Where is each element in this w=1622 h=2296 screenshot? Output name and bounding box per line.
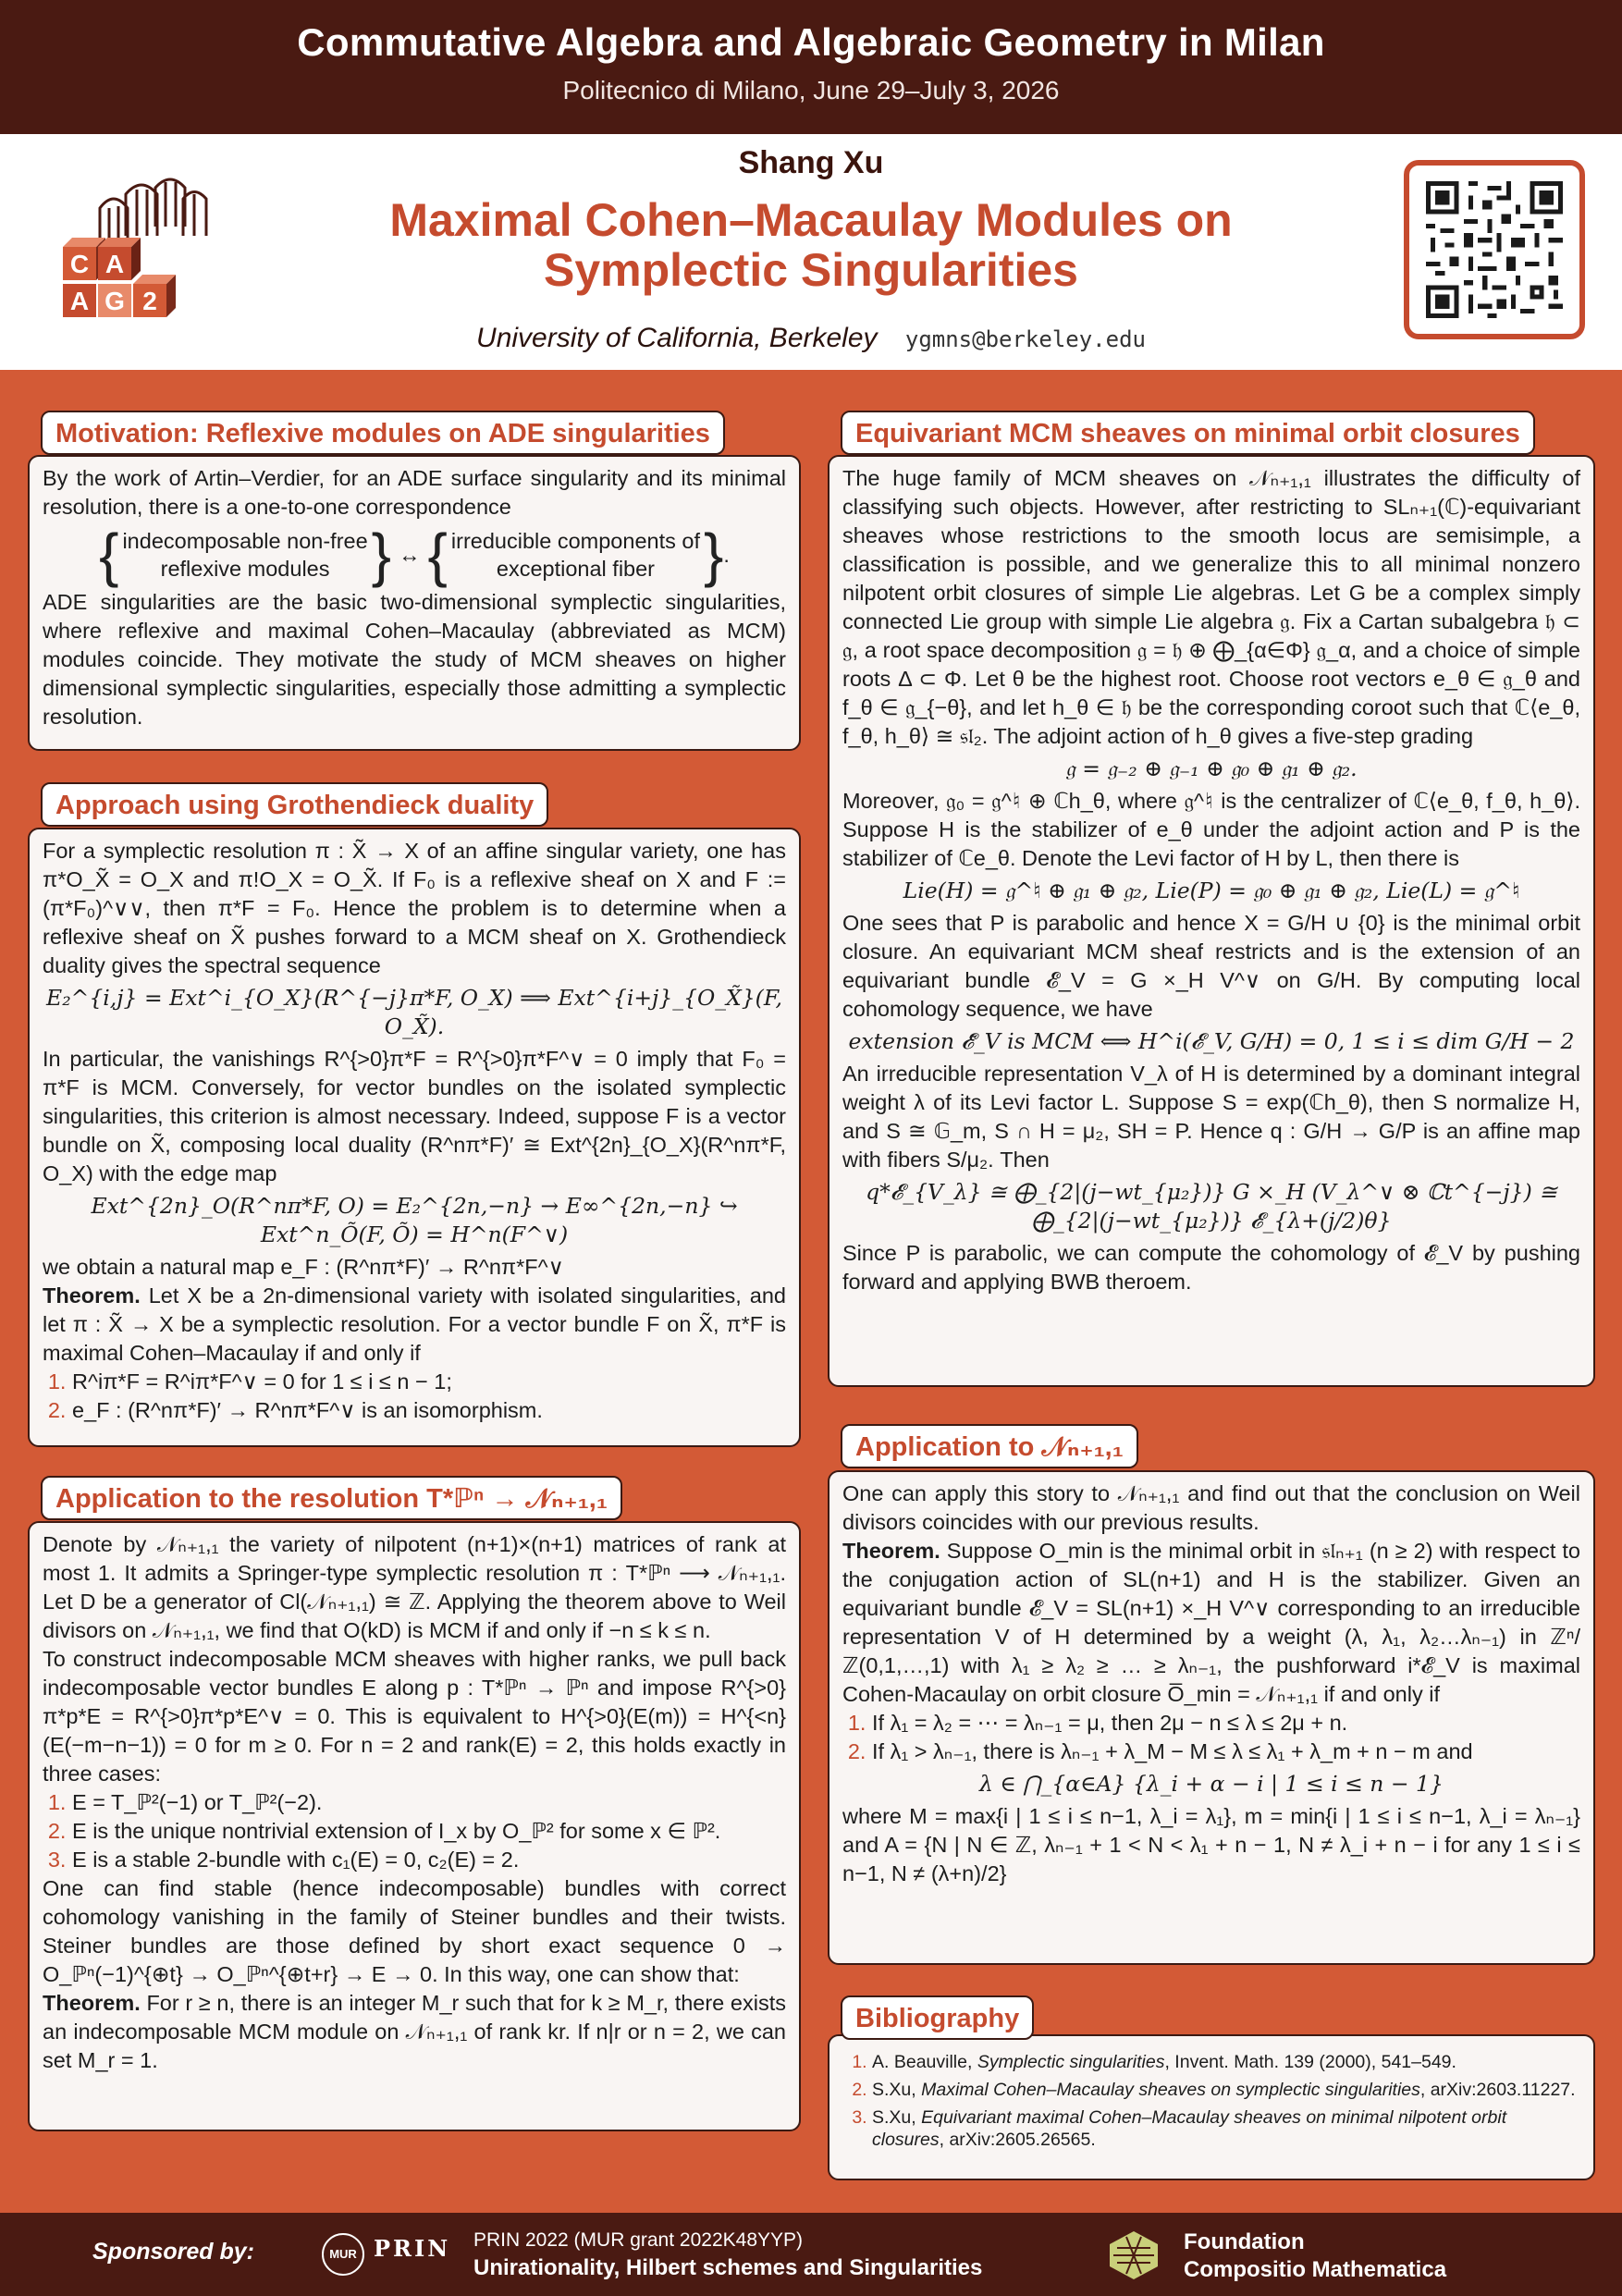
left-set-line-1: indecomposable non-free	[122, 529, 368, 553]
approach-p2: In particular, the vanishings R^{>0}π*F = R^{>0}π*F^∨ = 0 imply that F₀ = π*F is MCM. Conversely, for vector bundles on the isolated symplectic singularities, this criterion is almost necessary. Indeed, suppose F is a vector bundle on X̃, composing local duality (R^nπ*F)′ ≅ Ext^{2n}_{O_X}(R^nπ*F, O_X) with the edge map	[43, 1047, 786, 1185]
svg-text:G: G	[104, 287, 125, 315]
equivariant-p2: Moreover, 𝔤₀ = 𝔤^♮ ⊕ ℂh_θ, where 𝔤^♮ is the centralizer of ℂ⟨e_θ, f_θ, h_θ⟩. Suppose H is the stabilizer of e_θ under the adjoint action and P is the stabilizer of ℂe_θ. Denote the Levi factor of H by L, then there is	[842, 789, 1580, 870]
application-panel	[828, 1470, 1595, 1965]
intersection-equation: λ ∈ ⋂_{α∈A} {λ_i + α − i | 1 ≤ i ≤ n − 1}	[979, 1771, 1444, 1797]
bib-entry: 2. S.Xu, Maximal Cohen–Macaulay sheaves on symplectic singularities, arXiv:2603.11227.	[872, 2079, 1580, 2101]
equivariant-panel	[828, 455, 1595, 1387]
bibliography-title: Bibliography	[841, 1995, 1034, 2040]
approach-p3: we obtain a natural map e_F : (R^nπ*F)′ → R^nπ*F^∨	[43, 1255, 564, 1279]
equivariant-p1: The huge family of MCM sheaves on 𝒩ₙ₊₁,₁ illustrates the difficulty of classifying such objects. However, after restricting to SLₙ₊₁(ℂ)-equivariant sheaves whose restrictions to the smooth locus are semisimple, a classification is possible, and we generalize this to all minimal nonzero nilpotent orbit closures of simple Lie algebras. Let G be a complex simply connected Lie group with simple Lie algebra 𝔤. Fix a Cartan subalgebra 𝔥 ⊂ 𝔤, a root space decomposition 𝔤 = 𝔥 ⊕ ⨁_{α∈Φ} 𝔤_α, and a choice of simple roots Δ ⊂ Φ. Let θ be the highest root. Choose root vectors e_θ ∈ 𝔤_θ and f_θ ∈ 𝔤_{−θ}, and let h_θ ∈ 𝔥 be the corresponding coroot such that ℂ⟨e_θ, f_θ, h_θ⟩ ≅ 𝔰𝔩₂. The adjoint action of h_θ gives a five-step grading	[842, 466, 1580, 748]
conference-title: Commutative Algebra and Algebraic Geometry in Milan	[297, 20, 1325, 64]
resolution-p2: To construct indecomposable MCM sheaves with higher ranks, we pull back indecomposable vector bundles E along p : T*ℙⁿ → ℙⁿ and impose R^{>0}π*p*E = R^{>0}π*p*E^∨ = 0. This is equivalent to H^{>0}(E(m)) = H^{<n}(E(−m−n−1)) = 0 for m ≥ 0. For n = 2 and rank(E) = 2, this holds exactly in three cases:	[43, 1647, 786, 1786]
foundation-name-line-2: Compositio Mathematica	[1184, 2257, 1447, 2282]
svg-text:A: A	[69, 287, 90, 315]
qr-code-icon[interactable]	[1426, 181, 1563, 318]
list-item: 2. E is the unique nontrivial extension of I_x by O_ℙ² for some x ∈ ℙ².	[72, 1817, 786, 1846]
application-p2: where M = max{i | 1 ≤ i ≤ n−1, λ_i = λ₁}, m = min{i | 1 ≤ i ≤ n−1, λ_i = λₙ₋₁} and A = {N | N ∈ ℤ, λₙ₋₁ + 1 < N < λ₁ + n − 1, N ≠ λ_i + n − i for any 1 ≤ i ≤ n−1, N ≠ (λ+n)/2}	[842, 1804, 1580, 1885]
right-set-line-2: exceptional fiber	[496, 557, 656, 581]
author-name: Shang Xu	[738, 145, 884, 180]
list-item: 1. E = T_ℙ²(−1) or T_ℙ²(−2).	[72, 1788, 786, 1817]
bijection-arrow: ↔	[399, 542, 421, 567]
list-item: 1. If λ₁ = λ₂ = ⋯ = λₙ₋₁ = μ, then 2μ − n ≤ λ ≤ 2μ + n.	[872, 1709, 1580, 1737]
approach-panel	[28, 828, 801, 1447]
email-link[interactable]: ygmns@berkeley.edu	[904, 326, 1146, 352]
spectral-sequence-equation: E₂^{i,j} = Ext^i_{O_X}(R^{−j}π*F, O_X) ⟹ Ext^{i+j}_{O_X̃}(F, O_X̃).	[46, 985, 782, 1039]
prin-logo-icon: PRIN	[374, 2235, 451, 2262]
approach-title: Approach using Grothendieck duality	[41, 782, 548, 827]
bibliography-list	[872, 2051, 1580, 2151]
approach-theorem: Theorem. Let X be a 2n-dimensional variety with isolated singularities, and let π : X̃ → X be a symplectic resolution. For a vector bundle F on X̃, π*F is maximal Cohen–Macaulay if and only if	[43, 1283, 786, 1365]
resolution-theorem: Theorem. For r ≥ n, there is an integer M_r such that for k ≥ M_r, there exists an indecomposable MCM module on 𝒩ₙ₊₁,₁ of rank kr. If n|r or n = 2, we can set M_r = 1.	[43, 1991, 786, 2072]
correspondence-display: { indecomposable non-free reflexive modules } ↔ { irreducible components of exceptional fiber } .	[99, 522, 730, 588]
resolution-title: Application to the resolution T*ℙⁿ → 𝒩ₙ₊₁,₁	[41, 1476, 622, 1520]
foundation-name-line-1: Foundation	[1184, 2229, 1305, 2254]
title-band	[0, 134, 1622, 370]
list-item: 3. E is a stable 2-bundle with c₁(E) = 0, c₂(E) = 2.	[72, 1846, 786, 1874]
right-set-line-1: irreducible components of	[450, 529, 700, 553]
equivariant-p4: An irreducible representation V_λ of H is determined by a dominant integral weight λ of its Levi factor L. Suppose S = exp(ℂh_θ), then S normalize H, and S ≅ 𝔾_m, S ∩ H = μ₂, SH = P. Hence q : G/H → G/P is an affine map with fibers S/μ₂. Then	[842, 1062, 1580, 1172]
application-theorem: Theorem. Suppose O_min is the minimal orbit in 𝔰𝔩ₙ₊₁ (n ≥ 2) with respect to the conjugation action of SL(n+1) and H is the stabilizer. Given an equivariant bundle 𝓔_V = SL(n+1) ×_H V^∨ corresponding to an irreducible representation V of H determined by a weight (λ, λ₁, λ₂…λₙ₋₁) in ℤⁿ/ℤ(0,1,…,1) with λ₁ ≥ λ₂ ≥ … ≥ λₙ₋₁, the pushforward i*𝓔_V is maximal Cohen-Macaulay on orbit closure O̅_min = 𝒩ₙ₊₁,₁ if and only if	[842, 1539, 1580, 1706]
application-p1: One can apply this story to 𝒩ₙ₊₁,₁ and find out that the conclusion on Weil divisors coincides with our previous results.	[842, 1481, 1580, 1534]
svg-text:2: 2	[142, 287, 157, 315]
list-item: 2. e_F : (R^nπ*F)′ → R^nπ*F^∨ is an isomorphism.	[72, 1396, 786, 1425]
approach-conditions	[72, 1368, 786, 1425]
conference-subtitle: Politecnico di Milano, June 29–July 3, 2026	[562, 76, 1060, 104]
qr-code-frame[interactable]	[1404, 160, 1585, 339]
sponsor-label: Sponsored by:	[92, 2239, 255, 2265]
conference-header	[0, 0, 1622, 134]
resolution-panel	[28, 1521, 801, 2131]
edge-map-equation: Ext^{2n}_O(R^nπ*F, O) = E₂^{2n,−n} → E∞^{2n,−n} ↪ Ext^n_Õ(F, Õ) = H^n(F^∨)	[91, 1193, 738, 1247]
equivariant-p3: One sees that P is parabolic and hence X = G/H ∪ {0} is the minimal orbit closure. An equivariant MCM sheaf restricts and is the extension of an equivariant bundle 𝓔_V = G ×_H V^∨ on G/H. By computing local cohomology sequence, we have	[842, 911, 1580, 1021]
motivation-body: ADE singularities are the basic two-dimensional symplectic singularities, where reflexive and maximal Cohen–Macaulay (abbreviated as MCM) modules coincide. They motivate the study of MCM sheaves on higher dimensional symplectic singularities, especially those admitting a symplectic resolution.	[43, 590, 786, 729]
application-conditions	[872, 1709, 1580, 1766]
left-set-line-2: reflexive modules	[160, 557, 330, 581]
approach-p1: For a symplectic resolution π : X̃ → X of an affine singular variety, one has π*O_X̃ = O_X and π!O_X = O_X̃. If F₀ is a reflexive sheaf on X and F := (π*F₀)^∨∨, then π*F = F₀. Hence the problem is to determine when a reflexive sheaf on X̃ pushes forward to a MCM sheaf on X. Grothendieck duality gives the spectral sequence	[43, 839, 786, 977]
compositio-logo-icon	[1106, 2229, 1161, 2281]
mur-logo-icon: MUR	[322, 2233, 364, 2276]
grading-equation: 𝔤 = 𝔤₋₂ ⊕ 𝔤₋₁ ⊕ 𝔤₀ ⊕ 𝔤₁ ⊕ 𝔤₂.	[1065, 755, 1358, 781]
motivation-title: Motivation: Reflexive modules on ADE singularities	[41, 411, 725, 455]
application-title: Application to 𝒩ₙ₊₁,₁	[841, 1424, 1138, 1468]
resolution-p3: One can find stable (hence indecomposable) bundles with correct cohomology vanishing in the family of Steiner bundles and their twists. Steiner bundles are those defined by short exact sequence 0 → O_ℙⁿ(−1)^{⊕t} → O_ℙⁿ^{⊕t+r} → E → 0. In this way, one can show that:	[43, 1876, 786, 1986]
svg-text:6: 6	[178, 287, 192, 315]
sponsor-footer	[0, 2213, 1622, 2296]
bibliography-panel	[828, 2034, 1595, 2180]
caag-logo	[44, 171, 229, 328]
resolution-cases	[72, 1788, 786, 1874]
affiliation-line	[0, 323, 1622, 354]
lie-algebra-equation: Lie(H) = 𝔤^♮ ⊕ 𝔤₁ ⊕ 𝔤₂, Lie(P) = 𝔤₀ ⊕ 𝔤₁ ⊕ 𝔤₂, Lie(L) = 𝔤^♮	[903, 878, 1520, 903]
svg-text:C: C	[69, 250, 90, 278]
svg-text:A: A	[104, 250, 125, 278]
prin-project-name: Unirationality, Hilbert schemes and Singularities	[473, 2255, 983, 2280]
resolution-p1: Denote by 𝒩ₙ₊₁,₁ the variety of nilpotent (n+1)×(n+1) matrices of rank at most 1. It admits a Springer-type symplectic resolution π : T*ℙⁿ ⟶ 𝒩ₙ₊₁,₁. Let D be a generator of Cl(𝒩ₙ₊₁,₁) ≅ ℤ. Applying the theorem above to Weil divisors on 𝒩ₙ₊₁,₁, we find that O(kD) is MCM if and only if −n ≤ k ≤ n.	[43, 1532, 786, 1642]
motivation-panel	[28, 455, 801, 751]
equivariant-p5: Since P is parabolic, we can compute the cohomology of 𝓔_V by pushing forward and applying BWB theroem.	[842, 1241, 1580, 1294]
affiliation: University of California, Berkeley	[476, 323, 878, 353]
equivariant-title: Equivariant MCM sheaves on minimal orbit closures	[841, 411, 1535, 455]
mcm-criterion-equation: extension 𝓔̄_V is MCM ⟺ H^i(𝓔_V, G/H) = 0, 1 ≤ i ≤ dim G/H − 2	[848, 1028, 1575, 1054]
list-item: 2. If λ₁ > λₙ₋₁, there is λₙ₋₁ + λ_M − M ≤ λ ≤ λ₁ + λ_m + n − m and	[872, 1737, 1580, 1766]
list-item: 1. R^iπ*F = R^iπ*F^∨ = 0 for 1 ≤ i ≤ n − 1;	[72, 1368, 786, 1396]
poster-title: Maximal Cohen–Macaulay Modules on Symplectic Singularities	[389, 194, 1233, 296]
bib-entry: 3. S.Xu, Equivariant maximal Cohen–Macaulay sheaves on minimal nilpotent orbit closures, arXiv:2605.26565.	[872, 2106, 1580, 2151]
bib-entry: 1. A. Beauville, Symplectic singularities, Invent. Math. 139 (2000), 541–549.	[872, 2051, 1580, 2073]
motivation-intro: By the work of Artin–Verdier, for an ADE surface singularity and its minimal resolution, there is a one-to-one correspondence	[43, 466, 786, 519]
prin-grant-line: PRIN 2022 (MUR grant 2022K48YYP)	[473, 2229, 804, 2251]
pushforward-equation: q*𝓔_{V_λ} ≅ ⨁_{2|(j−wt_{μ₂})} G ×_H (V_λ^∨ ⊗ ℂt^{−j}) ≅ ⨁_{2|(j−wt_{μ₂})} 𝓔_{λ+(j/2)θ}	[866, 1179, 1557, 1234]
